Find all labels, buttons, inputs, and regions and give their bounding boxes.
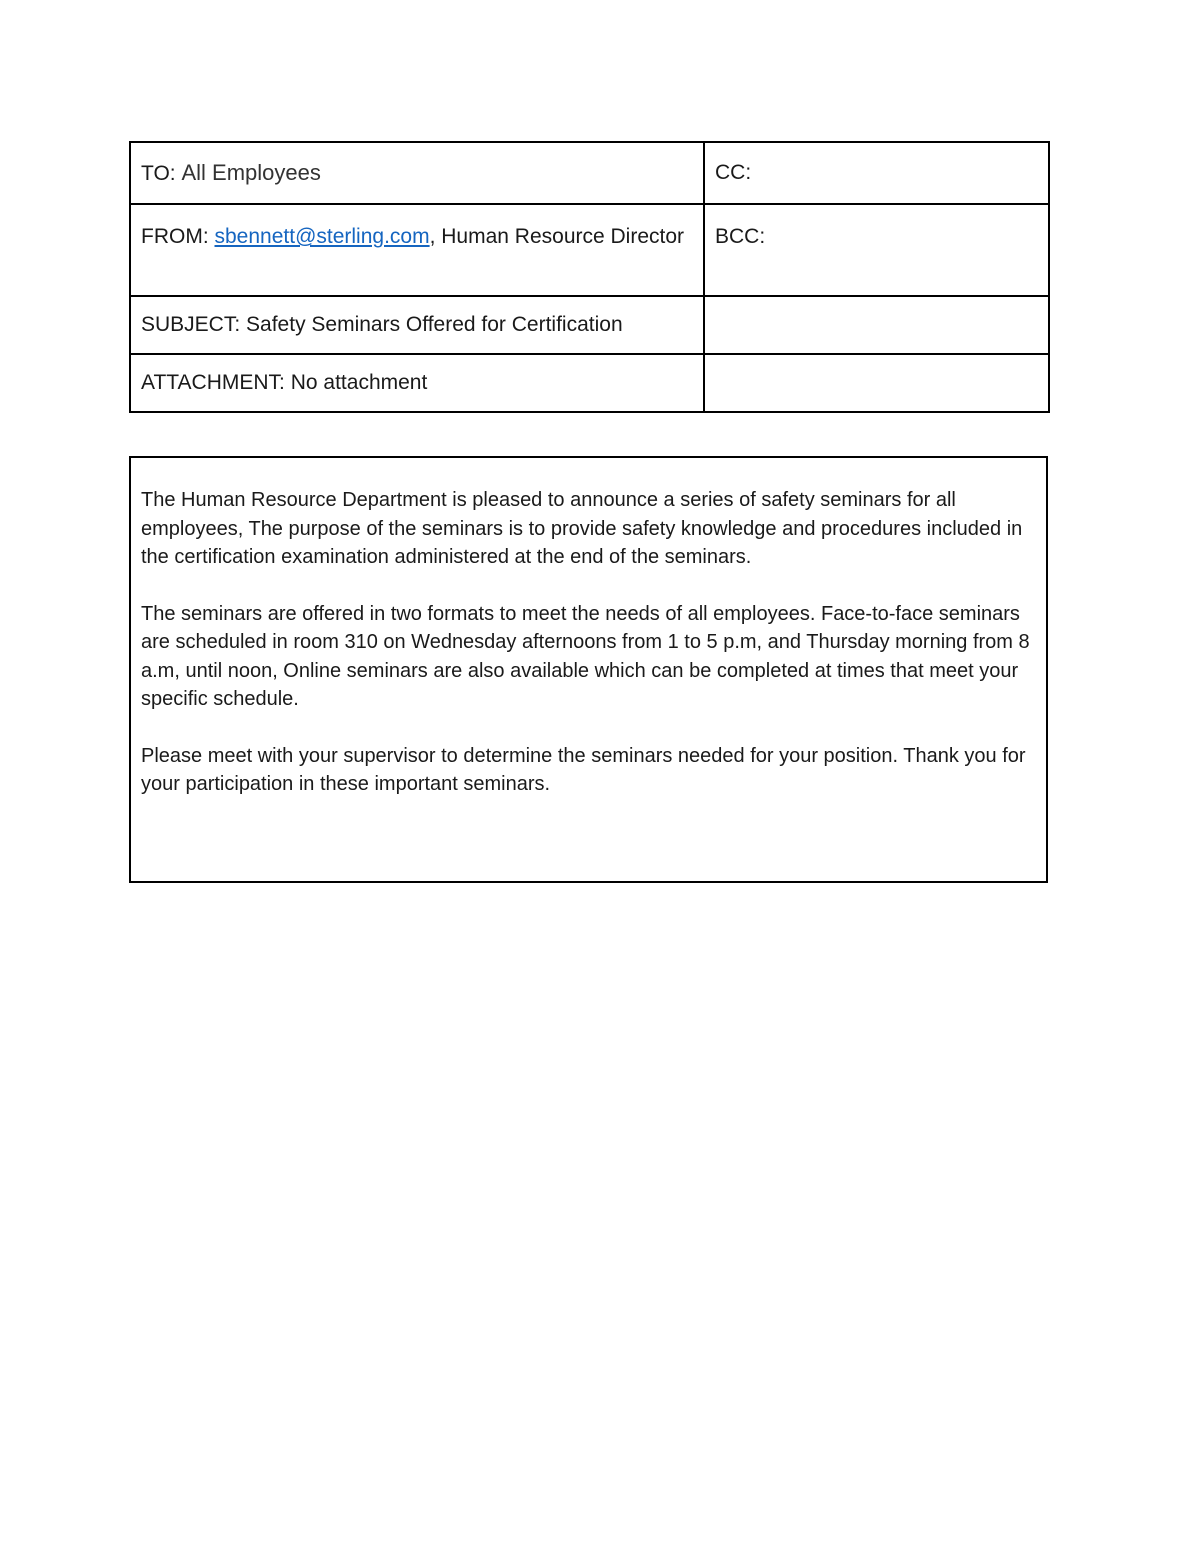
- to-row: [130, 142, 1049, 204]
- attachment-empty-cell: [704, 354, 1049, 412]
- attachment-cell: [130, 354, 704, 412]
- bcc-label: BCC:: [715, 225, 766, 248]
- to-label: TO:: [141, 162, 176, 185]
- bcc-cell: [704, 204, 1049, 296]
- to-cell: [130, 142, 704, 204]
- memo-body: [129, 456, 1048, 883]
- memo-header-table: [129, 141, 1050, 413]
- from-row: [130, 204, 1049, 296]
- from-cell: [130, 204, 704, 296]
- from-title: , Human Resource Director: [429, 225, 685, 248]
- attachment-label: ATTACHMENT:: [141, 371, 285, 394]
- subject-row: [130, 296, 1049, 354]
- cc-label: CC:: [715, 161, 752, 184]
- subject-empty-cell: [704, 296, 1049, 354]
- subject-value: Safety Seminars Offered for Certification: [246, 313, 623, 336]
- from-email-link[interactable]: sbennett@sterling.com: [214, 225, 430, 248]
- subject-label: SUBJECT:: [141, 313, 241, 336]
- body-paragraph-2: The seminars are offered in two formats to meet the needs of all employees. Face-to-face seminars are scheduled in room 310 on Wednesday afternoons from 1 to 5 p.m, and Thursday morning from 8 a.m, until noon, Online seminars are also available which can be completed at times that meet your specific schedule.: [141, 602, 1030, 710]
- to-value: All Employees: [181, 160, 321, 185]
- attachment-value: No attachment: [290, 371, 428, 394]
- attachment-row: [130, 354, 1049, 412]
- from-label: FROM:: [141, 225, 209, 248]
- body-paragraph-3: Please meet with your supervisor to determine the seminars needed for your position. Thank you for your participation in these important seminars.: [141, 744, 1026, 795]
- body-paragraph-1: The Human Resource Department is pleased to announce a series of safety seminars for all employees, The purpose of the seminars is to provide safety knowledge and procedures included in the certification examination administered at the end of the seminars.: [141, 489, 1023, 568]
- subject-cell: [130, 296, 704, 354]
- cc-cell: [704, 142, 1049, 204]
